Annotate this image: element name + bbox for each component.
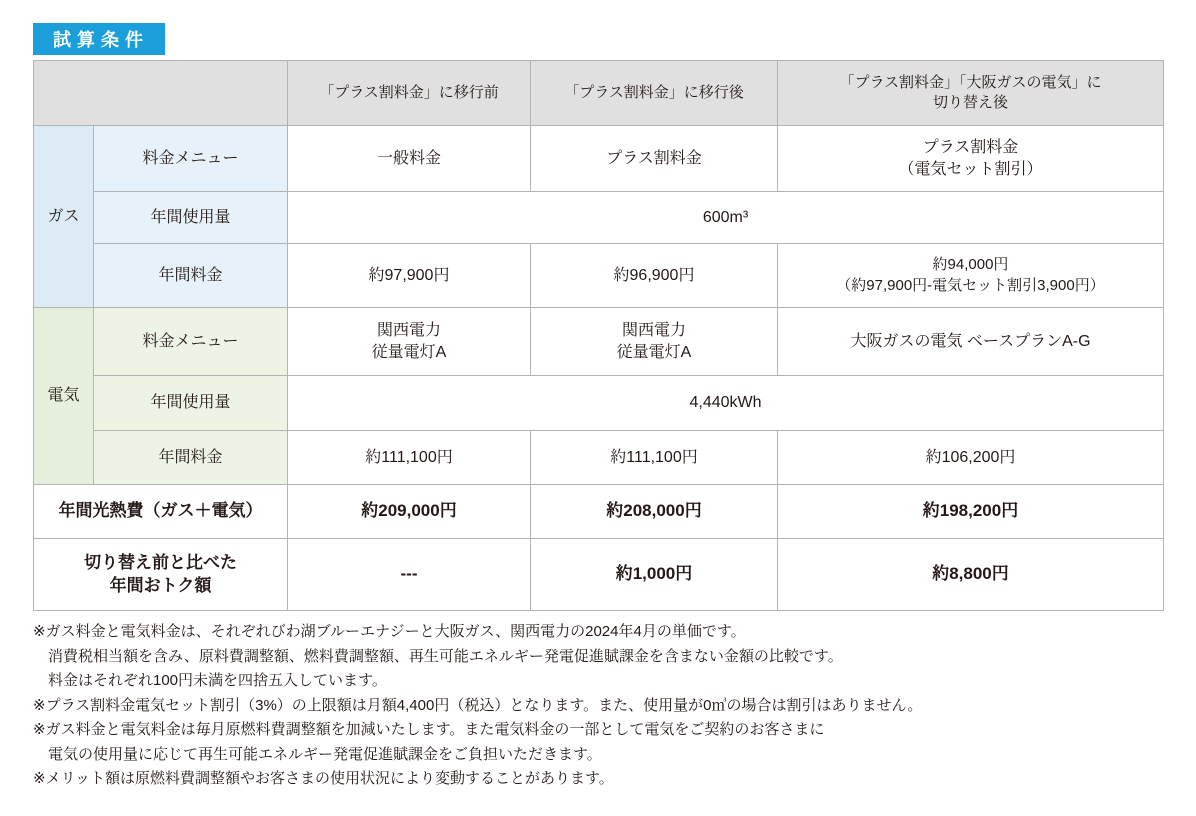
electricity-menu-after (531, 308, 778, 376)
electricity-menu-after-line2: 従量電灯A (616, 343, 692, 361)
annual-savings-row (34, 539, 1164, 611)
footnote-line: 料金はそれぞれ100円未満を四捨五入しています。 (48, 672, 387, 689)
column-header-after: 「プラス割料金」に移行後 (531, 61, 778, 126)
annual-savings-label (34, 539, 288, 611)
annual-total-label: 年間光熱費（ガス＋電気） (34, 485, 288, 539)
annual-savings-after: 約1,000円 (531, 539, 778, 611)
gas-menu-switch (778, 126, 1164, 192)
electricity-price-row (34, 431, 1164, 485)
footnote-line: ※プラス割料金電気セット割引（3%）の上限額は月額4,400円（税込）となります。また、使用量が0㎥の場合は割引はありません。 (33, 696, 923, 714)
column-header-switch (778, 61, 1164, 126)
table-header-row (34, 61, 1164, 126)
annual-total-switch: 約198,200円 (778, 485, 1164, 539)
column-header-switch-line2: 切り替え後 (932, 94, 1008, 111)
column-header-switch-line1: 「プラス割料金」「大阪ガスの電気」に (839, 73, 1102, 91)
electricity-price-before: 約111,100円 (288, 431, 531, 485)
footnote-line: ※ガス料金と電気料金は毎月原燃料費調整額を加減いたします。また電気料金の一部として電気をご契約のお客さまに (33, 721, 825, 738)
gas-usage-row (34, 192, 1164, 244)
header-blank-cell (34, 61, 288, 126)
simulation-conditions-table (33, 60, 1164, 611)
electricity-menu-switch: 大阪ガスの電気 ベースプランA-G (778, 308, 1164, 376)
footnote-line: 消費税相当額を含み、原料費調整額、燃料費調整額、再生可能エネルギー発電促進賦課金を含まない金額の比較です。 (48, 647, 843, 665)
gas-menu-before: 一般料金 (288, 126, 531, 192)
gas-price-row (34, 244, 1164, 308)
gas-price-before: 約97,900円 (288, 244, 531, 308)
footnotes (33, 620, 1173, 792)
annual-savings-before: --- (288, 539, 531, 611)
footnote-line: 電気の使用量に応じて再生可能エネルギー発電促進賦課金をご負担いただきます。 (48, 745, 602, 763)
column-header-before: 「プラス割料金」に移行前 (288, 61, 531, 126)
electricity-menu-label: 料金メニュー (94, 308, 288, 376)
gas-group-label: ガス (34, 126, 94, 308)
annual-total-row (34, 485, 1164, 539)
gas-menu-switch-line1: プラス割料金 (922, 138, 1019, 156)
electricity-usage-label: 年間使用量 (94, 376, 288, 431)
electricity-menu-before-line2: 従量電灯A (371, 343, 447, 361)
electricity-usage-value: 4,440kWh (288, 376, 1164, 431)
gas-menu-after: プラス割料金 (531, 126, 778, 192)
annual-savings-label-line1: 切り替え前と比べた (84, 552, 237, 572)
electricity-price-switch: 約106,200円 (778, 431, 1164, 485)
annual-total-after: 約208,000円 (531, 485, 778, 539)
electricity-menu-before-line1: 関西電力 (376, 321, 441, 339)
gas-menu-label: 料金メニュー (94, 126, 288, 192)
electricity-price-after: 約111,100円 (531, 431, 778, 485)
gas-menu-row (34, 126, 1164, 192)
gas-menu-switch-line2: （電気セット割引） (898, 160, 1043, 178)
electricity-price-label: 年間料金 (94, 431, 288, 485)
gas-price-switch (778, 244, 1164, 308)
gas-usage-value: 600m³ (288, 192, 1164, 244)
gas-price-switch-line2: （約97,900円-電気セット割引3,900円） (836, 276, 1105, 294)
electricity-menu-row (34, 308, 1164, 376)
gas-price-switch-line1: 約94,000円 (932, 256, 1009, 274)
gas-usage-label: 年間使用量 (94, 192, 288, 244)
annual-savings-switch: 約8,800円 (778, 539, 1164, 611)
electricity-group-label: 電気 (34, 308, 94, 485)
gas-price-label: 年間料金 (94, 244, 288, 308)
annual-savings-label-line2: 年間おトク額 (109, 575, 212, 595)
gas-price-after: 約96,900円 (531, 244, 778, 308)
electricity-menu-after-line1: 関西電力 (621, 321, 686, 339)
page-title: 試算条件 (33, 23, 165, 55)
electricity-menu-before (288, 308, 531, 376)
electricity-usage-row (34, 376, 1164, 431)
footnote-line: ※ガス料金と電気料金は、それぞれびわ湖ブルーエナジーと大阪ガス、関西電力の2024年4月の単価です。 (33, 623, 746, 640)
annual-total-before: 約209,000円 (288, 485, 531, 539)
footnote-line: ※メリット額は原燃料費調整額やお客さまの使用状況により変動することがあります。 (33, 770, 614, 787)
